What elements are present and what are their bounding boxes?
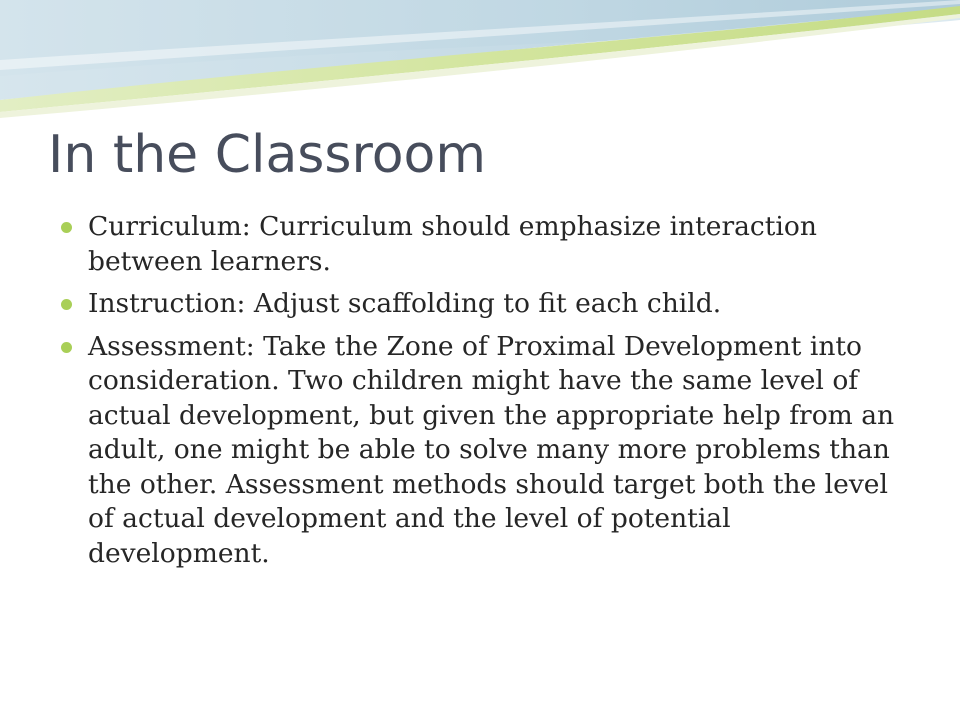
bullet-item-assessment — [60, 330, 910, 572]
bullet-dot-icon — [61, 342, 72, 353]
bullet-dot-icon — [61, 222, 72, 233]
bullet-text: Instruction: Adjust scaffolding to fit each child. — [88, 288, 722, 319]
bullet-text: Curriculum: Curriculum should emphasize interaction between learners. — [88, 211, 817, 277]
bullet-dot-icon — [61, 299, 72, 310]
bullet-text: Assessment: Take the Zone of Proximal Development into consideration. Two children might have the same level of actual development, but given the appropriate help from an adult, one might be able to solve many more problems than the other. Assessment methods should target both the level of actual development and the level of potential development. — [88, 330, 895, 569]
bullet-item-curriculum — [60, 210, 910, 279]
slide-title: In the Classroom — [48, 125, 487, 185]
bullet-item-instruction — [60, 287, 910, 322]
bullet-list — [60, 210, 910, 579]
